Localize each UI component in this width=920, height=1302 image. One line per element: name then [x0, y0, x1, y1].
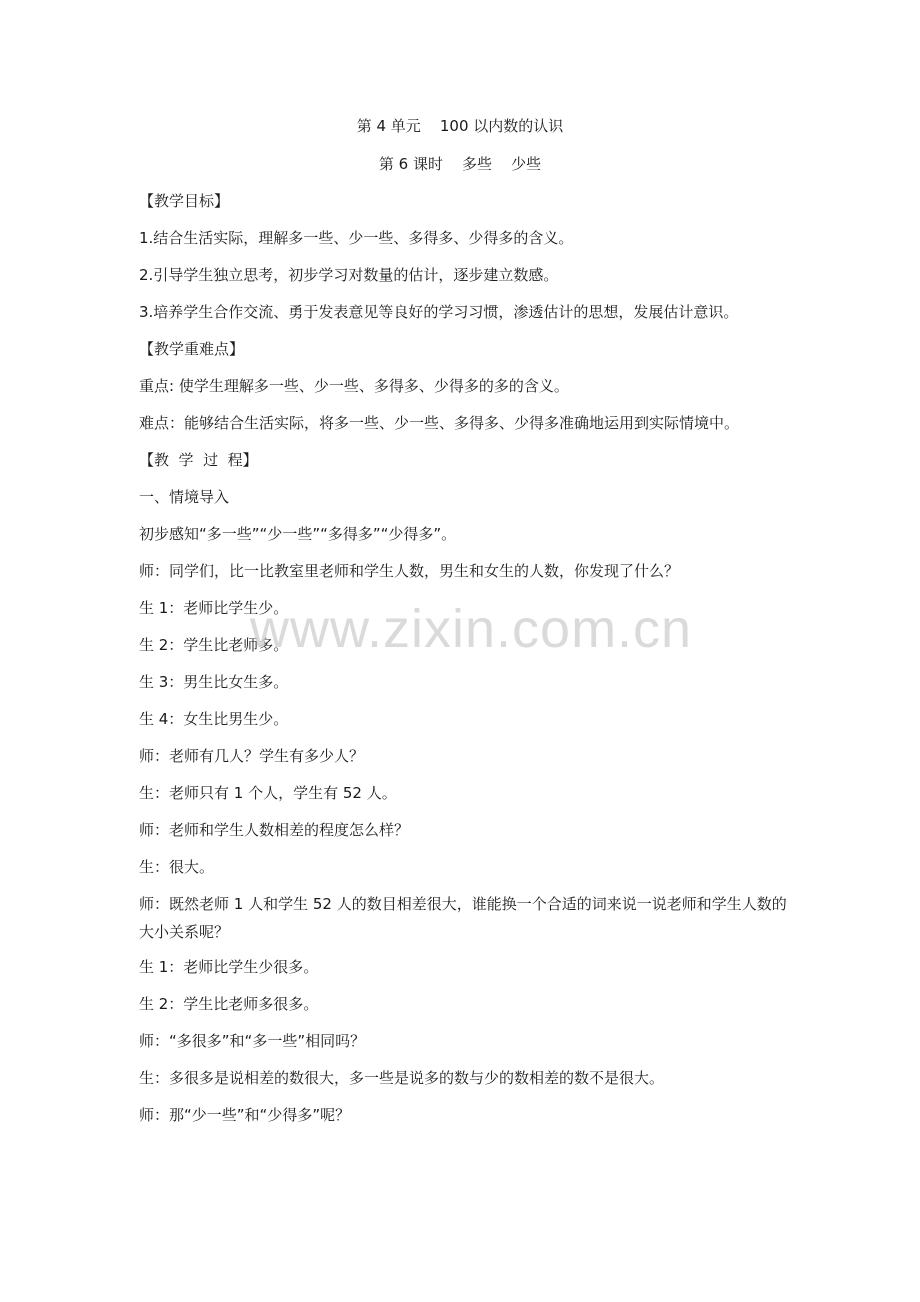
paragraph: 3.培养学生合作交流、勇于发表意见等良好的学习习惯，渗透估计的思想，发展估计意识。	[139, 303, 739, 321]
document-subtitle: 第 6 课时 多些 少些	[378, 155, 542, 173]
dialogue-line: 师：既然老师 1 人和学生 52 人的数目相差很大，谁能换一个合适的词来说一说老师和学生人数的大小关系呢？	[139, 895, 787, 941]
paragraph: 难点：能够结合生活实际，将多一些、少一些、多得多、少得多准确地运用到实际情境中。	[139, 414, 740, 432]
dialogue-line: 生：多很多是说相差的数很大，多一些是说多的数与少的数相差的数不是很大。	[139, 1069, 665, 1087]
dialogue-line: 师：同学们，比一比教室里老师和学生人数，男生和女生的人数，你发现了什么？	[139, 562, 680, 580]
dialogue-line: 生 1：老师比学生少。	[139, 599, 289, 617]
document-body	[139, 190, 799, 1141]
dialogue-line: 师：老师有几人？学生有多少人？	[139, 747, 365, 765]
dialogue-line: 师：“多很多”和“多一些”相同吗？	[139, 1032, 366, 1050]
watermark: www.zixin.com.cn	[250, 599, 693, 659]
dialogue-line: 生：很大。	[139, 858, 215, 876]
paragraph: 初步感知“多一些”“少一些”“多得多”“少得多”。	[139, 525, 457, 543]
dialogue-line: 师：那“少一些”和“少得多”呢？	[139, 1106, 351, 1124]
paragraph: 1.结合生活实际，理解多一些、少一些、多得多、少得多的含义。	[139, 229, 574, 247]
dialogue-line: 生 2：学生比老师多。	[139, 636, 289, 654]
dialogue-line: 师：老师和学生人数相差的程度怎么样？	[139, 821, 410, 839]
paragraph: 重点: 使学生理解多一些、少一些、多得多、少得多的多的含义。	[139, 377, 569, 395]
subsection-heading: 一、情境导入	[139, 488, 230, 506]
section-heading-key-points: 【教学重难点】	[139, 340, 245, 358]
document-title: 第 4 单元 100 以内数的认识	[356, 117, 564, 135]
dialogue-line: 生：老师只有 1 个人，学生有 52 人。	[139, 784, 397, 802]
section-heading-process: 【教 学 过 程】	[139, 451, 258, 469]
section-heading-objectives: 【教学目标】	[139, 192, 230, 210]
dialogue-line: 生 3：男生比女生多。	[139, 673, 289, 691]
dialogue-line: 生 4：女生比男生少。	[139, 710, 289, 728]
dialogue-line: 生 1：老师比学生少很多。	[139, 958, 319, 976]
dialogue-line: 生 2：学生比老师多很多。	[139, 995, 319, 1013]
paragraph: 2.引导学生独立思考，初步学习对数量的估计，逐步建立数感。	[139, 266, 559, 284]
